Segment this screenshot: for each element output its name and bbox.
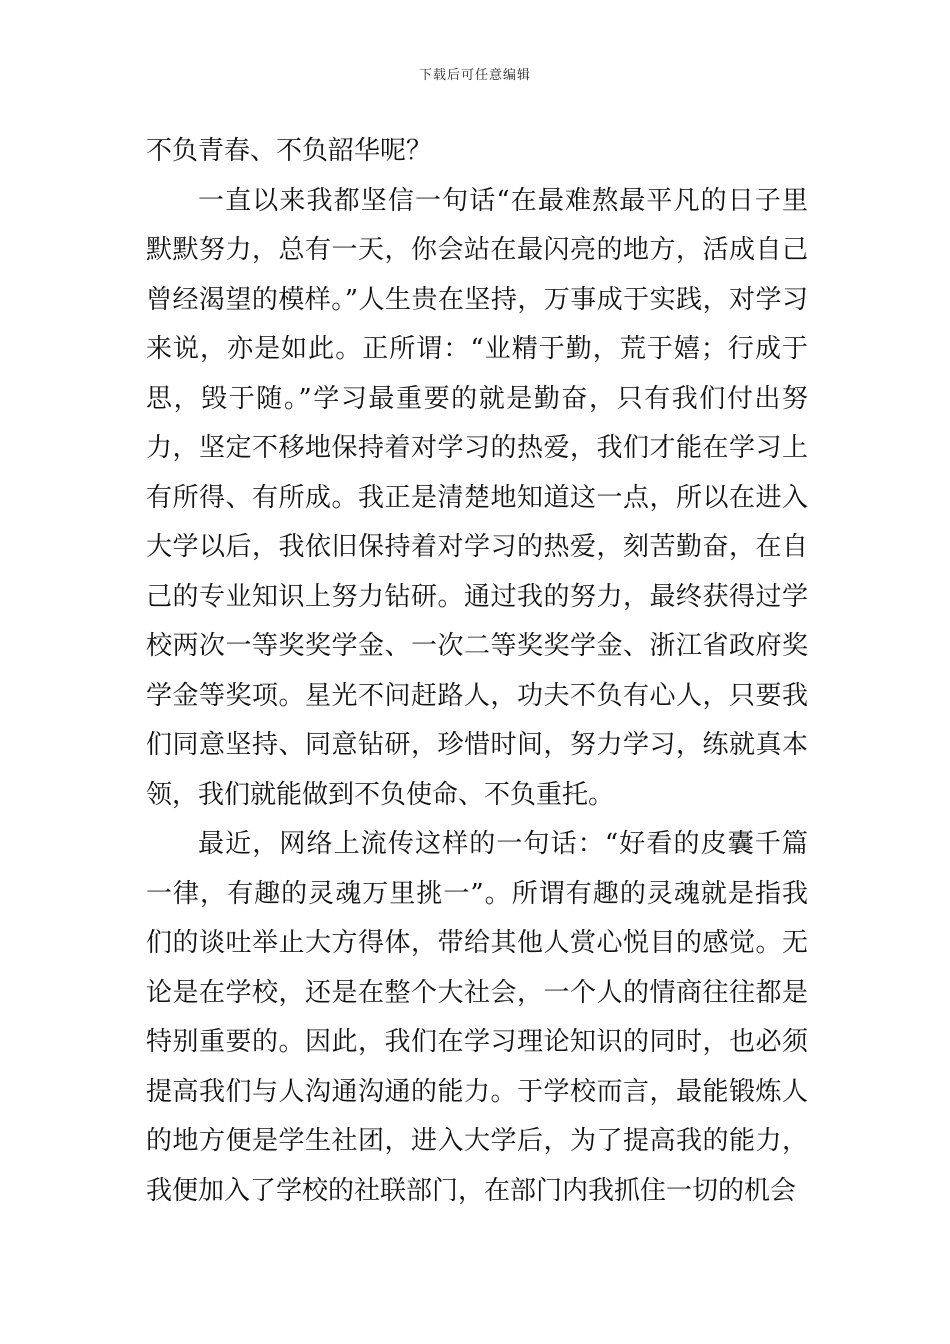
paragraph-interesting-soul: 最近，网络上流传这样的一句话：“好看的皮囊千篇一律，有趣的灵魂万里挑一”。所谓有趣的灵魂就是指我们的谈吐举止大方得体，带给其他人赏心悦目的感觉。无论是在学校，还是在整个大社会，一个人的情商往往都是特别重要的。因此，我们在学习理论知识的同时，也必须提高我们与人沟通沟通的能力。于学校而言，最能锻炼人的地方便是学生社团，进入大学后，为了提高我的能力，我便加入了学校的社联部门，在部门内我抓住一切的机会 bbox=[146, 829, 808, 1206]
paragraph-persistence: 一直以来我都坚信一句话“在最难熬最平凡的日子里默默努力，总有一天，你会站在最闪亮的地方，活成自己曾经渴望的模样。”人生贵在坚持，万事成于实践，对学习来说，亦是如此。正所谓：“业精于勤，荒于嬉；行成于思，毁于随。”学习最重要的就是勤奋，只有我们付出努力，坚定不移地保持着对学习的热爱，我们才能在学习上有所得、有所成。我正是清楚地知道这一点，所以在进入大学以后，我依旧保持着对学习的热爱，刻苦勤奋，在自己的专业知识上努力钻研。通过我的努力，最终获得过学校两次一等奖奖学金、一次二等奖奖学金、浙江省政府奖学金等奖项。星光不问赶路人，功夫不负有心人，只要我们同意坚持、同意钻研，珍惜时间，努力学习，练就真本领，我们就能做到不负使命、不负重托。 bbox=[146, 185, 808, 810]
document-body bbox=[146, 127, 808, 1216]
paragraph-continuation: 不负青春、不负韶华呢？ bbox=[146, 136, 433, 166]
page-header-note: 下载后可任意编辑 bbox=[418, 68, 531, 83]
